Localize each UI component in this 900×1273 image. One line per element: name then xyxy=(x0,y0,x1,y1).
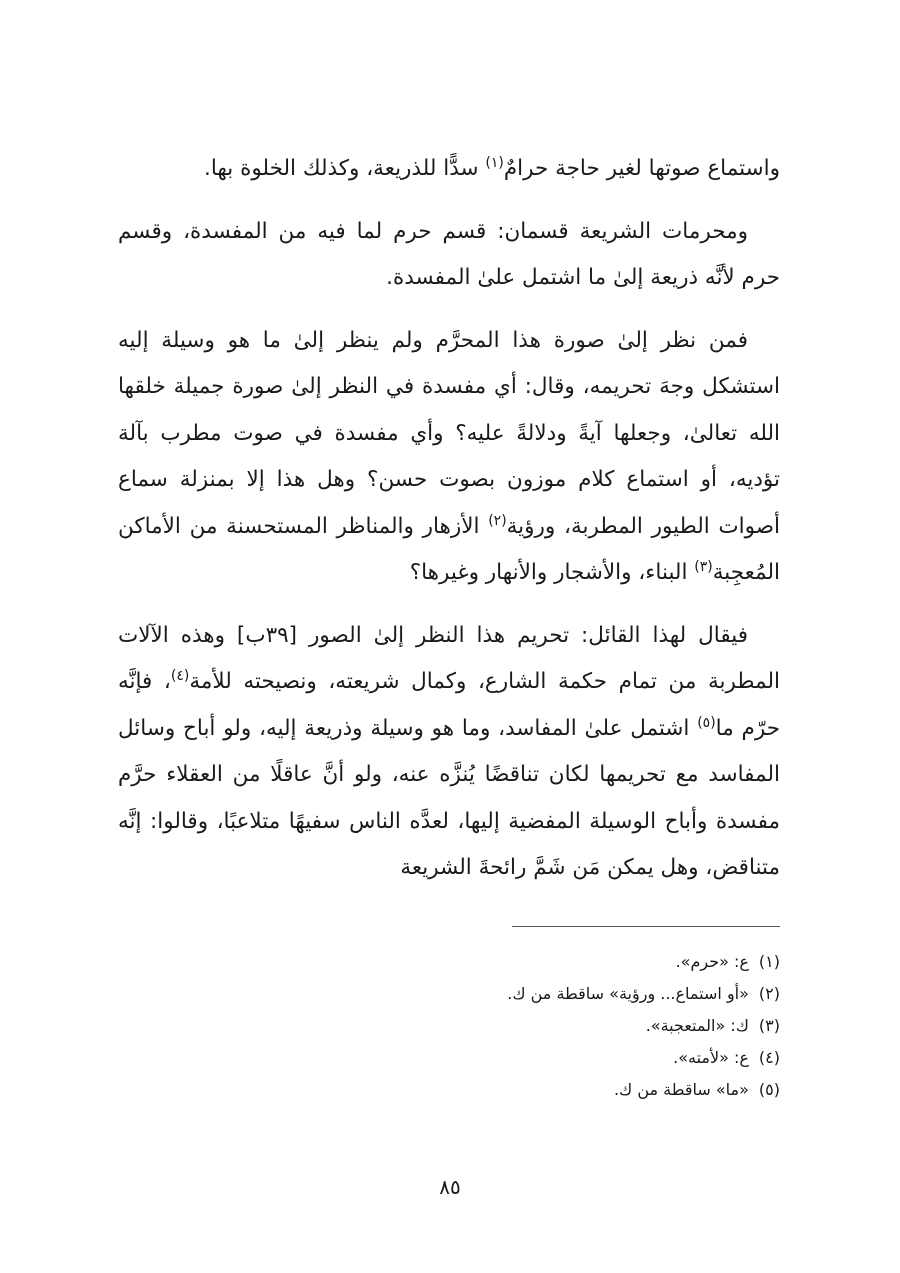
page-number: ٨٥ xyxy=(439,1175,461,1199)
paragraph xyxy=(118,146,780,193)
footnote-item xyxy=(118,1010,780,1042)
text-run: واستماع صوتها لغير حاجة حرامٌ xyxy=(503,156,780,181)
paragraph xyxy=(118,318,780,597)
paragraph xyxy=(118,613,780,892)
footnote-text: «أو استماع... ورؤية» ساقطة من ك. xyxy=(507,984,749,1003)
footnote-text: ع: «لأمته». xyxy=(673,1048,749,1067)
footnotes xyxy=(118,946,780,1106)
footnote-ref: (٣) xyxy=(694,558,713,575)
footnote-ref: (٤) xyxy=(170,667,190,684)
footnote-item xyxy=(118,978,780,1010)
footnote-text: ع: «حرم». xyxy=(675,952,749,971)
footnote-item xyxy=(118,1042,780,1074)
main-text xyxy=(118,146,780,908)
footnote-number: (٣) xyxy=(758,1016,780,1035)
footnote-ref: (٥) xyxy=(697,714,716,731)
text-run: اشتمل علىٰ المفاسد، وما هو وسيلة وذريعة إليه، ولو أباح وسائل المفاسد مع تحريمها لكان تناقضًا يُنزَّه عنه، ولو أنَّ عاقلًا من العقلاء حرَّم مفسدة وأباح الوسيلة المفضية إليها، لعدَّه الناس سفيهًا متلاعبًا، وقالوا: إنَّه متناقض، وهل يمكن مَن شَمَّ رائحةَ الشريعة xyxy=(118,715,780,880)
text-run: البناء، والأشجار والأنهار وغيرها؟ xyxy=(409,560,695,585)
paragraph xyxy=(118,209,780,302)
text-run: سدًّا للذريعة، وكذلك الخلوة بها. xyxy=(203,156,486,181)
footnote-ref: (٢) xyxy=(488,512,507,529)
footnote-number: (٥) xyxy=(758,1080,780,1099)
footnote-number: (٢) xyxy=(758,984,780,1003)
footnote-item xyxy=(118,1074,780,1106)
footnote-text: «ما» ساقطة من ك. xyxy=(613,1080,749,1099)
footnote-ref: (١) xyxy=(485,154,504,171)
text-run: ومحرمات الشريعة قسمان: قسم حرم لما فيه من المفسدة، وقسم حرم لأنَّه ذريعة إلىٰ ما اشتمل علىٰ المفسدة. xyxy=(118,218,780,290)
text-run: ، فإنَّه حرّم ما xyxy=(118,669,780,741)
footnote-text: ك: «المتعجبة». xyxy=(645,1016,749,1035)
footnote-item xyxy=(118,946,780,978)
footnote-number: (١) xyxy=(758,952,780,971)
footnote-divider xyxy=(512,926,780,927)
text-run: الأزهار والمناظر المستحسنة من الأماكن المُعجِبة xyxy=(118,513,780,585)
text-run: فيقال لهذا القائل: تحريم هذا النظر إلىٰ الصور [٣٩ب] وهذه الآلات المطربة من تمام حكمة الشارع، وكمال شريعته، ونصيحته للأمة xyxy=(118,622,780,694)
footnote-number: (٤) xyxy=(758,1048,780,1067)
text-run: فمن نظر إلىٰ صورة هذا المحرَّم ولم ينظر إلىٰ ما هو وسيلة إليه استشكل وجهَ تحريمه، وقال: أي مفسدة في النظر إلىٰ صورة جميلة خلقها الله تعالىٰ، وجعلها آيةً ودلالةً عليه؟ وأي مفسدة في صوت مطرب بآلة تؤديه، أو استماع كلام موزون بصوت حسن؟ وهل هذا إلا بمنزلة سماع أصوات الطيور المطربة، ورؤية xyxy=(118,327,780,539)
